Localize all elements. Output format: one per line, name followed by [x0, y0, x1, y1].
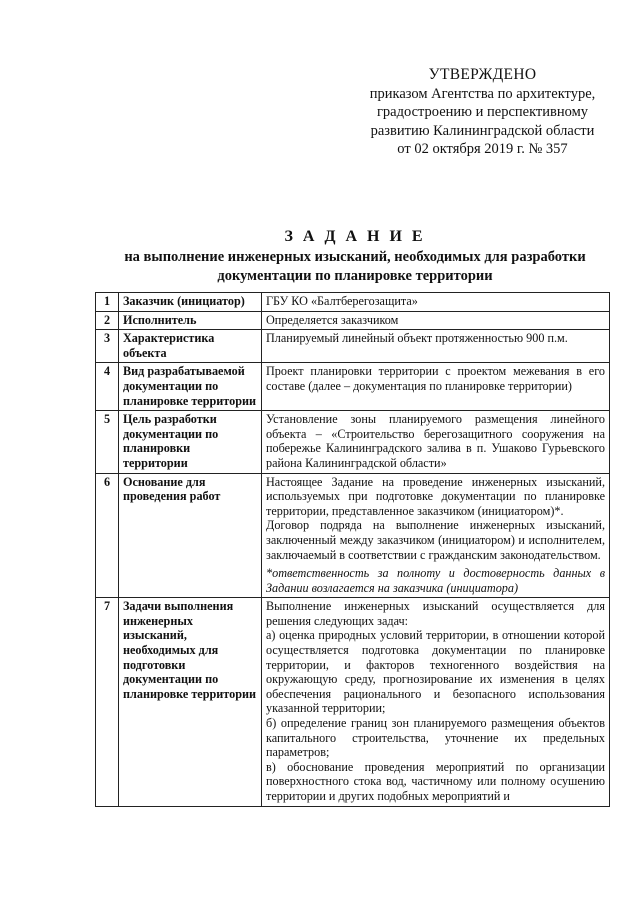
- row-name: Исполнитель: [119, 311, 262, 330]
- row-number: 2: [96, 311, 119, 330]
- row-number: 4: [96, 363, 119, 411]
- approval-line: градостроению и перспективному: [376, 104, 589, 120]
- row-name: Задачи выполнения инженерных изысканий, необходимых для подготовки документации по планировке территории: [119, 598, 262, 806]
- tasks-paragraph: Выполнение инженерных изысканий осуществляется для решения следующих задач:: [266, 599, 605, 628]
- row-value: [262, 473, 610, 598]
- task-table: [95, 292, 610, 807]
- row-name: Цель разработки документации по планировки территории: [119, 411, 262, 473]
- row-number: 7: [96, 598, 119, 806]
- document-heading: [95, 227, 615, 286]
- approval-line: от 02 октября 2019 г. № 357: [397, 141, 568, 157]
- table-row: [96, 293, 610, 312]
- approval-title: УТВЕРЖДЕНО: [428, 66, 537, 83]
- responsibility-note: *ответственность за полноту и достоверность данных в Задании возлагается на заказчика (инициатора): [266, 566, 605, 595]
- approval-line: развитию Калининградской области: [370, 122, 595, 139]
- approval-line: приказом Агентства по архитектуре,: [369, 85, 596, 102]
- row-number: 6: [96, 473, 119, 598]
- row-name: Вид разрабатываемой документации по планировке территории: [119, 363, 262, 411]
- table-row: [96, 311, 610, 330]
- row-value: Установление зоны планируемого размещения линейного объекта – «Строительство берегозащитного сооружения на побережье Калининградского залива в п. Ушаково Гурьевского района Калининградской области»: [262, 411, 610, 473]
- row-value: Планируемый линейный объект протяженностью 900 п.м.: [262, 330, 610, 363]
- row-number: 5: [96, 411, 119, 473]
- tasks-paragraph: б) определение границ зон планируемого размещения объектов капитального строительства, уточнение их предельных параметров;: [266, 716, 605, 760]
- document-title: З А Д А Н И Е: [284, 228, 426, 245]
- row-name: Основание для проведения работ: [119, 473, 262, 598]
- row-name: Характеристика объекта: [119, 330, 262, 363]
- approval-block: [355, 66, 610, 159]
- basis-paragraph: Настоящее Задание на проведение инженерных изысканий, используемых при подготовке документации по планировке территории, представленное заказчиком (инициатором)*.: [266, 474, 605, 518]
- row-name: Заказчик (инициатор): [119, 293, 262, 312]
- tasks-paragraph: а) оценка природных условий территории, в отношении которой осуществляется подготовка документации по планировке территории, и факторов техногенного воздействия на окружающую среду, прогнозирование их изменения в целях обеспечения рационального и безопасного использования указанной территории;: [266, 628, 605, 716]
- table-row: [96, 330, 610, 363]
- tasks-paragraph: в) обоснование проведения мероприятий по организации поверхностного стока вод, частичному или полному осушению территории и других подобных мероприятий и: [266, 759, 605, 803]
- row-value: Проект планировки территории с проектом межевания в его составе (далее – документация по планировке территории): [262, 363, 610, 411]
- table-row: [96, 411, 610, 473]
- basis-paragraph: Договор подряда на выполнение инженерных изысканий, заключенный между заказчиком (инициатором) и исполнителем, заключаемый в соответствии с гражданским законодательством.: [266, 518, 605, 562]
- table-row: [96, 598, 610, 806]
- row-value: [262, 598, 610, 806]
- table-row: [96, 363, 610, 411]
- document-subtitle: на выполнение инженерных изысканий, необходимых для разработки: [124, 249, 586, 265]
- row-number: 1: [96, 293, 119, 312]
- row-value: Определяется заказчиком: [262, 311, 610, 330]
- table-row: [96, 473, 610, 598]
- row-value: ГБУ КО «Балтберегозащита»: [262, 293, 610, 312]
- row-number: 3: [96, 330, 119, 363]
- document-subtitle: документации по планировке территории: [217, 268, 493, 284]
